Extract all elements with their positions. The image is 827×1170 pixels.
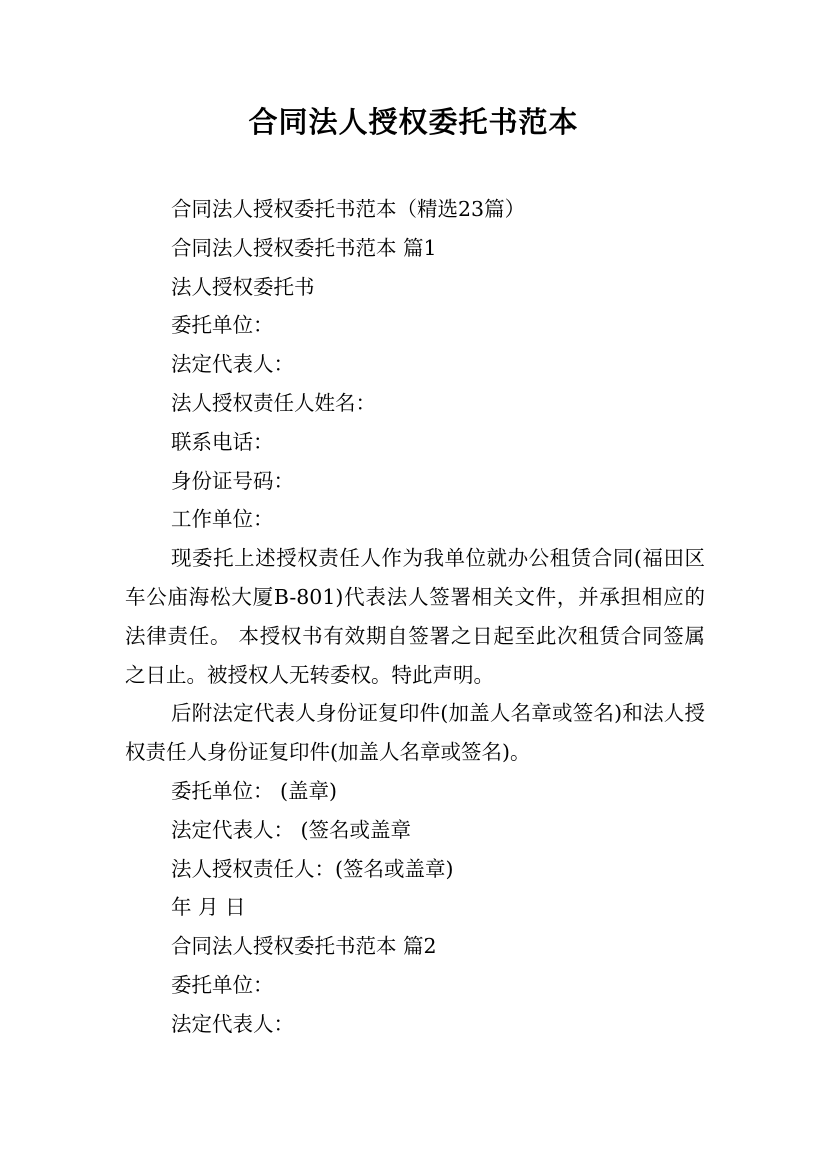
authorization-paragraph: 现委托上述授权责任人作为我单位就办公租赁合同(福田区车公庙海松大厦B-801)代表法人签署相关文件，并承担相应的法律责任。 本授权书有效期自签署之日起至此次租赁合同签属之日止。被授权人无转委权。特此声明。 xyxy=(125,546,705,687)
sign-legal-representative: 法定代表人： (签名或盖章 xyxy=(171,817,412,842)
date-line: 年 月 日 xyxy=(171,895,246,920)
subtitle-line: 合同法人授权委托书范本（精选23篇） xyxy=(171,197,526,221)
sign-entrusting-unit: 委托单位： (盖章) xyxy=(171,778,338,803)
field-authorized-person-name: 法人授权责任人姓名： xyxy=(171,390,376,415)
field-legal-representative-2: 法定代表人： xyxy=(171,1011,294,1036)
field-entrusting-unit: 委托单位： xyxy=(171,313,274,338)
field-entrusting-unit-2: 委托单位： xyxy=(171,972,274,997)
field-work-unit: 工作单位： xyxy=(171,507,274,532)
sign-authorized-person: 法人授权责任人：(签名或盖章) xyxy=(171,856,454,881)
section-heading-2: 合同法人授权委托书范本 篇2 xyxy=(171,934,437,959)
document-title: 合同法人授权委托书范本 xyxy=(248,105,579,139)
section-heading-1: 合同法人授权委托书范本 篇1 xyxy=(171,235,437,260)
attachment-paragraph: 后附法定代表人身份证复印件(加盖人名章或签名)和法人授权责任人身份证复印件(加盖人名章或签名)。 xyxy=(125,701,705,765)
form-heading: 法人授权委托书 xyxy=(171,274,315,299)
field-phone: 联系电话： xyxy=(171,429,274,454)
field-legal-representative: 法定代表人： xyxy=(171,352,294,377)
document-body xyxy=(125,190,705,1044)
field-id-number: 身份证号码： xyxy=(171,468,294,493)
